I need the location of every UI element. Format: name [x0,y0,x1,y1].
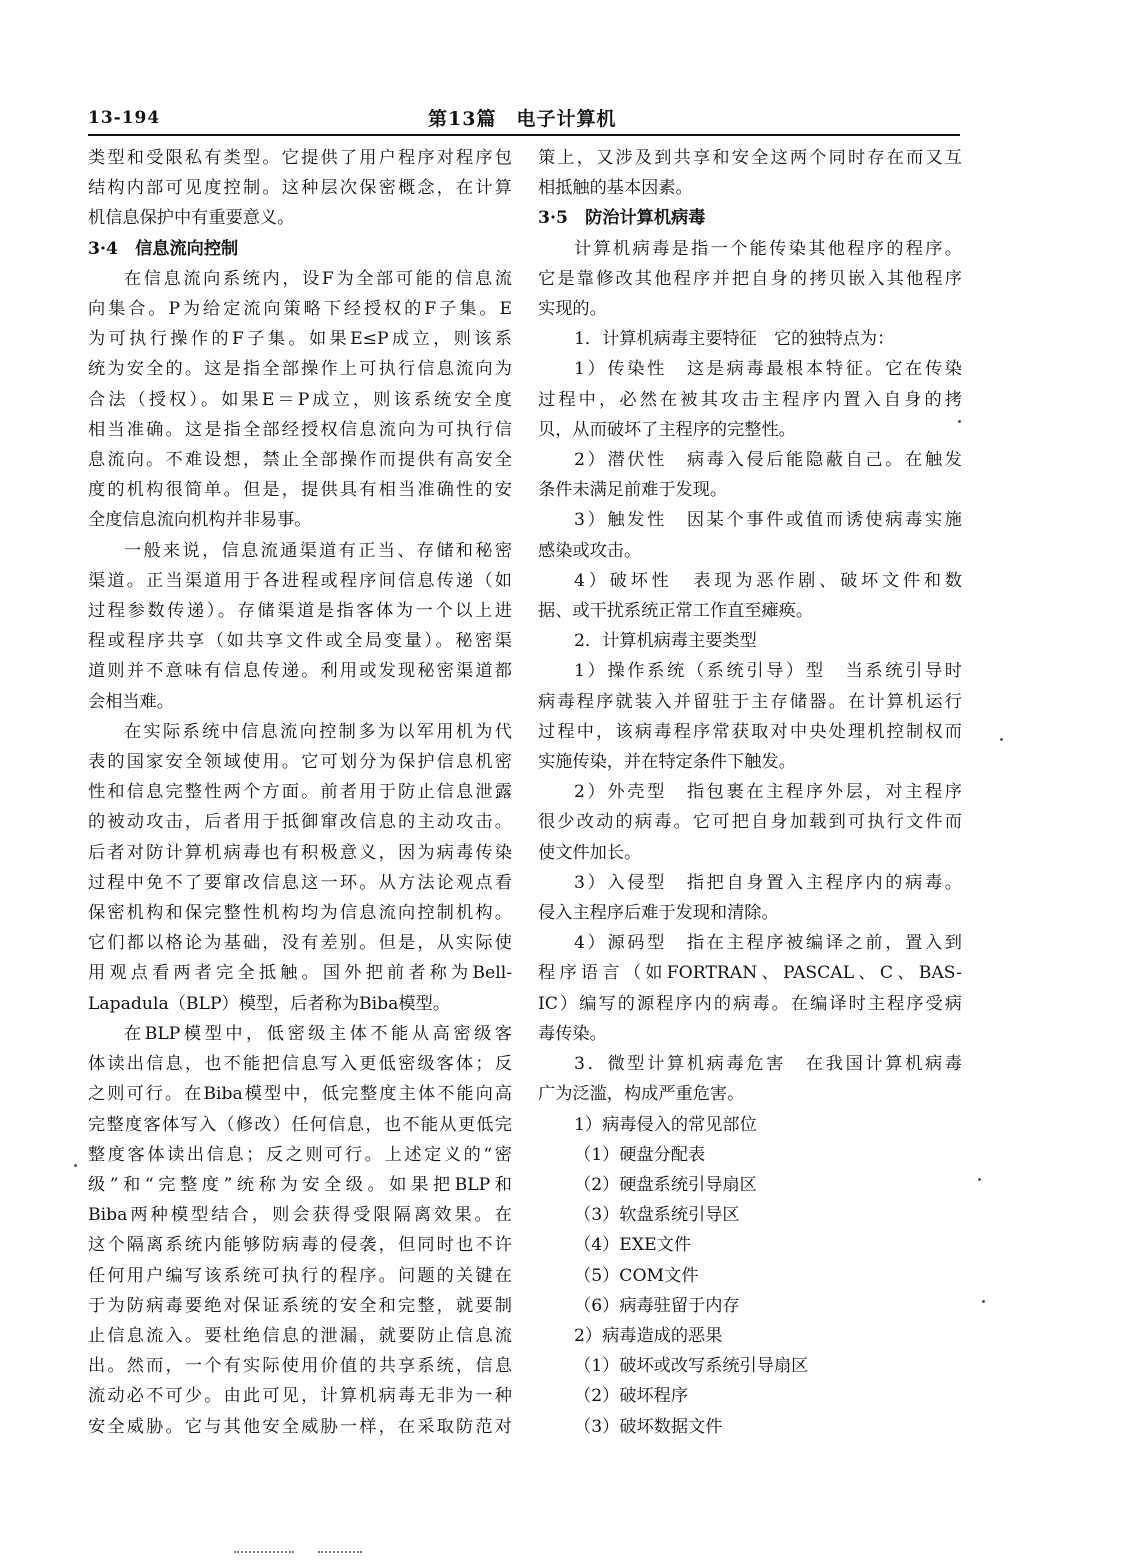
text-line: 体读出信息，也不能把信息写入更低密级客体；反 [88,1054,512,1075]
text-line: （3）破坏数据文件 [574,1416,723,1437]
text-line: 一般来说，信息流通渠道有正当、存储和秘密 [124,540,512,561]
section-heading: 3·4 信息流向控制 [88,238,239,259]
text-line: 使文件加长。 [538,842,642,863]
text-line: 2）外壳型 指包裹在主程序外层，对主程序 [574,782,962,803]
text-line: 流动必不可少。由此可见，计算机病毒无非为一种 [88,1386,512,1407]
page-number: 13-194 [88,108,161,128]
text-line: 4）源码型 指在主程序被编译之前，置入到 [574,933,962,954]
text-line: （2）破坏程序 [574,1386,689,1407]
scan-speck [982,1300,985,1303]
scan-dots [318,1551,362,1555]
section-heading: 3·5 防治计算机病毒 [538,208,706,229]
text-line: （1）硬盘分配表 [574,1144,706,1165]
text-line: 3）入侵型 指把自身置入主程序内的病毒。 [574,872,962,893]
text-line: 机信息保护中有重要意义。 [88,208,295,229]
text-line: 它们都以格论为基础，没有差别。但是，从实际使 [88,933,512,954]
text-line: 任何用户编写该系统可执行的程序。问题的关键在 [88,1265,512,1286]
scan-speck [978,1178,981,1181]
text-line: （2）硬盘系统引导扇区 [574,1174,757,1195]
text-line: 类型和受限私有类型。它提供了用户程序对程序包 [88,148,512,168]
text-line: 息流向。不难设想，禁止全部操作而提供有高安全 [88,450,512,471]
text-line: 侵入主程序后难于发现和清除。 [538,903,779,924]
text-line: Biba两种模型结合，则会获得受限隔离效果。在 [88,1205,512,1226]
text-line: 很少改动的病毒。它可把自身加载到可执行文件而 [538,812,962,833]
left-column [88,143,512,1442]
text-line: 计算机病毒是指一个能传染其他程序的程序。 [574,238,962,259]
text-line: 之则可行。在Biba模型中，低完整度主体不能向高 [88,1084,512,1105]
scan-dots [234,1551,294,1555]
text-line: 于为防病毒要绝对保证系统的安全和完整，就要制 [88,1295,512,1316]
text-line: 毒传染。 [538,1023,607,1044]
scan-speck [74,1164,77,1167]
text-line: 保密机构和保完整性机构均为信息流向控制机构。 [88,903,512,924]
text-line: 度的机构很简单。但是，提供具有相当准确性的安 [88,480,512,501]
text-line: 在实际系统中信息流向控制多为以军用机为代 [124,721,512,742]
text-line: 性和信息完整性两个方面。前者用于防止信息泄露 [88,782,512,803]
text-line: 3）触发性 因某个事件或值而诱使病毒实施 [574,510,962,531]
text-line: 安全威胁。它与其他安全威胁一样，在采取防范对 [88,1416,512,1437]
text-line: 过程中免不了要窜改信息这一环。从方法论观点看 [88,872,512,893]
text-line: 后者对防计算机病毒也有积极意义，因为病毒传染 [88,842,512,863]
text-line: 在BLP模型中，低密级主体不能从高密级客 [124,1023,512,1044]
text-line: 1）病毒侵入的常见部位 [574,1114,757,1135]
text-line: 据、或干扰系统正常工作直至瘫痪。 [538,601,814,622]
text-line: 这个隔离系统内能够防病毒的侵袭，但同时也不许 [88,1235,512,1256]
text-line: 程或程序共享（如共享文件或全局变量）。秘密渠 [88,631,512,652]
text-line: 条件未满足前难于发现。 [538,480,728,501]
text-line: （3）软盘系统引导区 [574,1205,740,1226]
text-line: 向集合。P为给定流向策略下经授权的F子集。E [88,299,512,320]
text-line: 级”和“完整度”统称为安全级。如果把BLP和 [88,1174,512,1195]
text-line: 整度客体读出信息；反之则可行。上述定义的“密 [88,1144,512,1165]
text-line: 用观点看两者完全抵触。国外把前者称为Bell- [88,963,512,984]
text-line: 2）潜伏性 病毒入侵后能隐蔽自己。在触发 [574,450,962,471]
text-line: 渠道。正当渠道用于各进程或程序间信息传递（如 [88,570,512,591]
text-line: （5）COM文件 [574,1265,699,1286]
text-line: 广为泛滥，构成严重危害。 [538,1084,745,1105]
text-line: 统为安全的。这是指全部操作上可执行信息流向为 [88,359,512,380]
text-line: 在信息流向系统内，设F为全部可能的信息流 [124,268,512,289]
text-line: 3．微型计算机病毒危害 在我国计算机病毒 [574,1054,962,1075]
text-line: 2）病毒造成的恶果 [574,1325,723,1346]
text-line: （6）病毒驻留于内存 [574,1295,740,1316]
text-line: 病毒程序就装入并留驻于主存储器。在计算机运行 [538,691,962,712]
text-line: 为可执行操作的F子集。如果E≤P成立，则该系 [88,329,512,350]
running-head: 第13篇 电子计算机 [428,108,617,130]
text-line: 策上，又涉及到共享和安全这两个同时存在而又互 [538,148,962,168]
text-line: 1）操作系统（系统引导）型 当系统引导时 [574,661,962,682]
text-line: 1．计算机病毒主要特征 它的独特点为： [574,329,895,350]
text-line: 它是靠修改其他程序并把自身的拷贝嵌入其他程序 [538,268,962,289]
text-line: 实施传染，并在特定条件下触发。 [538,752,796,773]
text-line: 实现的。 [538,299,607,320]
text-line: （4）EXE文件 [574,1235,692,1256]
text-line: 完整度客体写入（修改）任何信息，也不能从更低完 [88,1114,512,1135]
text-line: 合法（授权）。如果E＝P成立，则该系统安全度 [88,389,512,410]
text-line: 程序语言（如FORTRAN、PASCAL、C、BAS- [538,963,962,984]
text-line: （1）破坏或改写系统引导扇区 [574,1356,809,1377]
text-line: 4）破坏性 表现为恶作剧、破坏文件和数 [574,570,962,591]
text-line: 结构内部可见度控制。这种层次保密概念，在计算 [88,178,512,199]
text-line: Lapadula（BLP）模型，后者称为Biba模型。 [88,993,450,1014]
text-line: 出。然而，一个有实际使用价值的共享系统，信息 [88,1356,512,1377]
right-column [538,143,962,1442]
scan-speck [958,420,961,423]
text-line: 相抵触的基本因素。 [538,178,693,199]
text-line: 止信息流入。要杜绝信息的泄漏，就要防止信息流 [88,1325,512,1346]
text-line: 相当准确。这是指全部经授权信息流向为可执行信 [88,419,512,440]
text-line: 道则并不意味有信息传递。利用或发现秘密渠道都 [88,661,512,682]
text-line: 感染或攻击。 [538,540,642,561]
text-line: 贝，从而破坏了主程序的完整性。 [538,419,796,440]
text-line: 表的国家安全领域使用。它可划分为保护信息机密 [88,752,512,773]
page-header [88,104,960,136]
text-line: 会相当难。 [88,691,174,712]
text-line: 全度信息流向机构并非易事。 [88,510,312,531]
scan-speck [1000,738,1003,741]
text-line: 1）传染性 这是病毒最根本特征。它在传染 [574,359,962,380]
text-line: 过程参数传递）。存储渠道是指客体为一个以上进 [88,601,512,622]
text-line: 过程中，必然在被其攻击主程序内置入自身的拷 [538,389,962,410]
text-line: 的被动攻击，后者用于抵御窜改信息的主动攻击。 [88,812,512,833]
text-line: 2．计算机病毒主要类型 [574,631,757,652]
text-line: IC）编写的源程序内的病毒。在编译时主程序受病 [538,993,962,1014]
text-line: 过程中，该病毒程序常获取对中央处理机控制权而 [538,721,962,742]
